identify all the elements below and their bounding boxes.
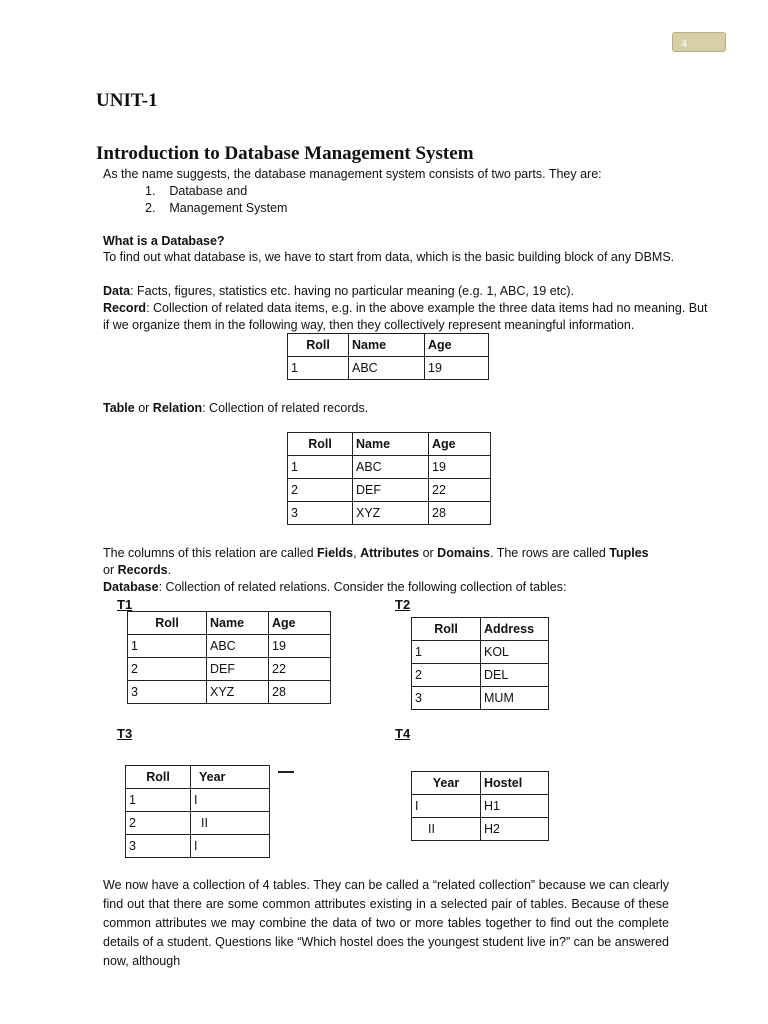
- table-row: [412, 818, 549, 841]
- table-cell: 2: [288, 479, 353, 502]
- table-cell: 28: [269, 681, 331, 704]
- term: Tuples: [609, 546, 649, 560]
- table-row: [412, 795, 549, 818]
- table-header-row: [412, 772, 549, 795]
- closing-paragraph: We now have a collection of 4 tables. They can be called a “related collection” because we can clearly find out that there are some common attributes existing in a selected pair of tables. Because of these common attributes we may combine the data of two or more tables together to find out the complete details of a student. Questions like “Which hostel does the youngest student live in?” can be answered now, although: [103, 878, 669, 968]
- table-cell: DEF: [353, 479, 429, 502]
- table-cell: 28: [429, 502, 491, 525]
- record-definition: [103, 300, 708, 317]
- table-row: [288, 357, 489, 380]
- text: or: [103, 563, 118, 577]
- term: Relation: [152, 401, 203, 415]
- definition: : Collection of related data items, e.g. in the above example the three data items had no meaning. But: [146, 301, 708, 315]
- text: The columns of this relation are called: [103, 546, 317, 560]
- table-row: [412, 641, 549, 664]
- table-label-t4: T4: [395, 726, 411, 741]
- table-cell: I: [412, 795, 481, 818]
- table-row: [412, 664, 549, 687]
- term: Domains: [437, 546, 490, 560]
- database-definition: [103, 579, 566, 596]
- column-header: Age: [425, 334, 489, 357]
- table-cell: 2: [412, 664, 481, 687]
- data-definition: [103, 283, 574, 300]
- table-cell: 1: [412, 641, 481, 664]
- table-cell: H1: [481, 795, 549, 818]
- paragraph: if we organize them in the following way, then they collectively represent meaningful information.: [103, 318, 635, 332]
- text: . The rows are called: [489, 546, 610, 560]
- term: Attributes: [360, 546, 420, 560]
- list-number: 2.: [145, 201, 156, 215]
- table-cell: 2: [126, 812, 191, 835]
- table-label-t1: T1: [117, 597, 133, 612]
- definition: : Collection of related records.: [202, 401, 369, 415]
- dash-mark: [278, 771, 294, 773]
- table-cell: 1: [128, 635, 207, 658]
- table-cell: 3: [412, 687, 481, 710]
- table-cell: I: [191, 835, 270, 858]
- column-header: Roll: [288, 334, 349, 357]
- column-header: Name: [349, 334, 425, 357]
- table-cell: H2: [481, 818, 549, 841]
- table-row: [128, 658, 331, 681]
- table-label-t2: T2: [395, 597, 411, 612]
- column-header: Year: [191, 766, 270, 789]
- text: ,: [353, 546, 361, 560]
- term: Data: [103, 284, 131, 298]
- table-cell: DEL: [481, 664, 549, 687]
- table-cell: II: [191, 812, 270, 835]
- table-cell: 22: [429, 479, 491, 502]
- table-t1: [127, 611, 331, 704]
- table-cell: MUM: [481, 687, 549, 710]
- connector: or: [134, 401, 153, 415]
- table-cell: 19: [269, 635, 331, 658]
- definition: : Collection of related relations. Consider the following collection of tables:: [158, 580, 567, 594]
- table-row: [128, 681, 331, 704]
- column-header: Year: [412, 772, 481, 795]
- table-row: [126, 812, 270, 835]
- table-row: [126, 789, 270, 812]
- table-definition: [103, 400, 368, 417]
- text: .: [167, 563, 172, 577]
- table-cell: 22: [269, 658, 331, 681]
- list-text: Management System: [169, 201, 288, 215]
- table-cell: 3: [126, 835, 191, 858]
- paragraph: To find out what database is, we have to start from data, which is the basic building block of any DBMS.: [103, 250, 675, 264]
- page-title: Introduction to Database Management System: [96, 143, 474, 164]
- column-header: Roll: [126, 766, 191, 789]
- column-header: Name: [353, 433, 429, 456]
- column-header: Roll: [288, 433, 353, 456]
- table-t2: [411, 617, 549, 710]
- table-cell: KOL: [481, 641, 549, 664]
- list-item: [145, 200, 287, 217]
- list-number: 1.: [145, 184, 156, 198]
- table-label-t3: T3: [117, 726, 133, 741]
- column-header: Name: [207, 612, 269, 635]
- table-cell: 1: [288, 456, 353, 479]
- table-cell: 1: [126, 789, 191, 812]
- table-cell: XYZ: [207, 681, 269, 704]
- table-cell: II: [412, 818, 481, 841]
- table-row: [288, 456, 491, 479]
- page-number-badge: 4: [672, 32, 726, 52]
- table-t4: [411, 771, 549, 841]
- columns-paragraph-cont: [103, 562, 171, 579]
- table-header-row: [288, 433, 491, 456]
- intro-text: As the name suggests, the database management system consists of two parts. They are:: [103, 167, 602, 181]
- unit-heading: UNIT-1: [96, 90, 158, 111]
- definition: : Facts, figures, statistics etc. having no particular meaning (e.g. 1, ABC, 19 etc).: [130, 284, 575, 298]
- column-header: Roll: [412, 618, 481, 641]
- table-row: [288, 479, 491, 502]
- table-cell: 3: [288, 502, 353, 525]
- table-cell: 19: [429, 456, 491, 479]
- table-cell: XYZ: [353, 502, 429, 525]
- table-header-row: [126, 766, 270, 789]
- relation-table: [287, 432, 491, 525]
- term: Table: [103, 401, 135, 415]
- text: or: [419, 546, 438, 560]
- column-header: Hostel: [481, 772, 549, 795]
- record-table: [287, 333, 489, 380]
- table-header-row: [288, 334, 489, 357]
- column-header: Age: [429, 433, 491, 456]
- table-cell: 2: [128, 658, 207, 681]
- list-item: [145, 183, 247, 200]
- term: Database: [103, 580, 159, 594]
- table-cell: DEF: [207, 658, 269, 681]
- column-header: Roll: [128, 612, 207, 635]
- table-cell: 19: [425, 357, 489, 380]
- term: Record: [103, 301, 147, 315]
- table-cell: ABC: [207, 635, 269, 658]
- table-cell: I: [191, 789, 270, 812]
- table-header-row: [412, 618, 549, 641]
- table-cell: ABC: [349, 357, 425, 380]
- table-cell: 3: [128, 681, 207, 704]
- column-header: Age: [269, 612, 331, 635]
- table-cell: 1: [288, 357, 349, 380]
- table-row: [412, 687, 549, 710]
- columns-paragraph: [103, 545, 649, 562]
- table-row: [128, 635, 331, 658]
- table-t3: [125, 765, 270, 858]
- table-header-row: [128, 612, 331, 635]
- table-cell: ABC: [353, 456, 429, 479]
- table-row: [126, 835, 270, 858]
- section-heading: What is a Database?: [103, 234, 225, 248]
- list-text: Database and: [169, 184, 248, 198]
- column-header: Address: [481, 618, 549, 641]
- term: Fields: [317, 546, 354, 560]
- table-row: [288, 502, 491, 525]
- term: Records: [117, 563, 168, 577]
